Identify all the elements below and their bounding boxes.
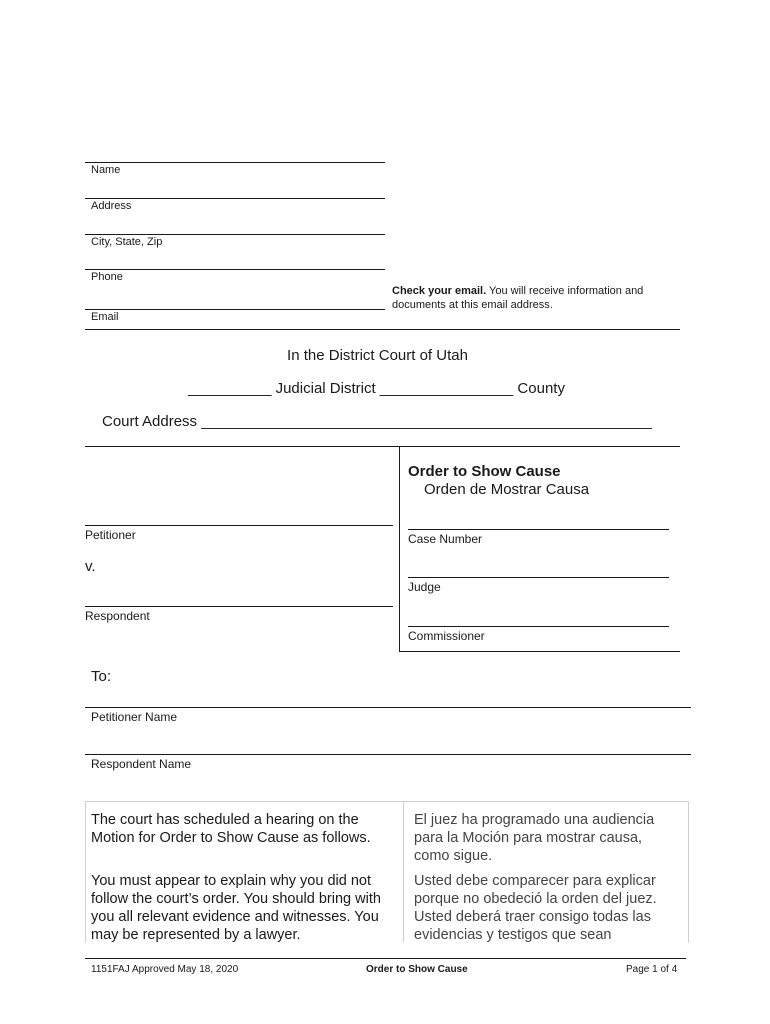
district-county-line[interactable]: __________ Judicial District ________________ County <box>188 380 565 397</box>
petitioner-name-label: Petitioner Name <box>91 710 178 724</box>
judge-label: Judge <box>408 580 441 594</box>
case-number-line[interactable] <box>408 529 669 530</box>
notice-en-p2-line3: you all relevant evidence and witnesses. You <box>91 909 379 925</box>
notice-en-p1-line2: Motion for Order to Show Cause as follows. <box>91 830 371 846</box>
footer-form-id: 1151FAJ Approved May 18, 2020 <box>91 964 239 975</box>
notice-es-p2-line2: porque no obedeció la orden del juez. <box>414 891 657 907</box>
notice-es-p2-line1: Usted debe comparecer para explicar <box>414 873 656 889</box>
email-label: Email <box>91 311 119 323</box>
to-label: To: <box>91 668 112 685</box>
header-divider <box>85 329 680 330</box>
respondent-name-line[interactable] <box>85 754 691 755</box>
address-line[interactable] <box>85 198 385 199</box>
footer-title: Order to Show Cause <box>366 964 468 975</box>
notice-en-p2-line1: You must appear to explain why you did not <box>91 873 371 889</box>
petitioner-label: Petitioner <box>85 528 136 542</box>
notice-en-p2-line4: may be represented by a lawyer. <box>91 927 301 943</box>
phone-line[interactable] <box>85 269 385 270</box>
notice-es-p1-line2: para la Moción para mostrar causa, <box>414 830 643 846</box>
footer-divider <box>85 958 686 959</box>
court-address-line[interactable]: Court Address ______________________________________________________ <box>102 413 652 430</box>
notice-en-p1-line1: The court has scheduled a hearing on the <box>91 812 359 828</box>
notice-english-p1 <box>91 811 371 847</box>
caption-top-border <box>85 446 680 447</box>
footer-page-number: Page 1 of 4 <box>626 964 678 975</box>
case-number-label: Case Number <box>408 532 483 546</box>
commissioner-line[interactable] <box>408 626 669 627</box>
notice-es-p1-line1: El juez ha programado una audiencia <box>414 812 655 828</box>
notice-spanish-p1 <box>414 811 654 865</box>
petitioner-line[interactable] <box>85 525 393 526</box>
email-note-rest: You will receive information and <box>486 285 644 297</box>
respondent-label: Respondent <box>85 609 150 623</box>
caption-divider <box>399 446 400 651</box>
email-note <box>392 284 643 312</box>
notice-es-p2-line3: Usted deberá traer consigo todas las <box>414 909 651 925</box>
petitioner-name-line[interactable] <box>85 707 691 708</box>
notice-es-p1-line3: como sigue. <box>414 848 493 864</box>
caption-bottom-border <box>399 651 680 652</box>
email-note-line2: documents at this email address. <box>392 299 553 311</box>
respondent-name-label: Respondent Name <box>91 757 192 771</box>
name-label: Name <box>91 164 121 176</box>
notice-en-p2-line2: follow the court’s order. You should bring with <box>91 891 381 907</box>
email-line[interactable] <box>85 309 385 310</box>
versus-label: v. <box>85 558 96 575</box>
notice-spanish-p2 <box>414 872 657 944</box>
document-title: Order to Show Cause <box>408 463 561 480</box>
address-label: Address <box>91 200 132 212</box>
court-title: In the District Court of Utah <box>287 347 468 364</box>
document-title-spanish: Orden de Mostrar Causa <box>424 481 590 498</box>
respondent-line[interactable] <box>85 606 393 607</box>
city-state-zip-label: City, State, Zip <box>91 236 163 248</box>
phone-label: Phone <box>91 271 123 283</box>
city-state-zip-line[interactable] <box>85 234 385 235</box>
judge-line[interactable] <box>408 577 669 578</box>
notice-es-p2-line4: evidencias y testigos que sean <box>414 927 612 943</box>
email-note-bold: Check your email. <box>392 285 487 297</box>
name-line[interactable] <box>85 162 385 163</box>
notice-box-divider <box>403 801 404 942</box>
notice-english-p2 <box>91 872 381 944</box>
commissioner-label: Commissioner <box>408 629 485 643</box>
